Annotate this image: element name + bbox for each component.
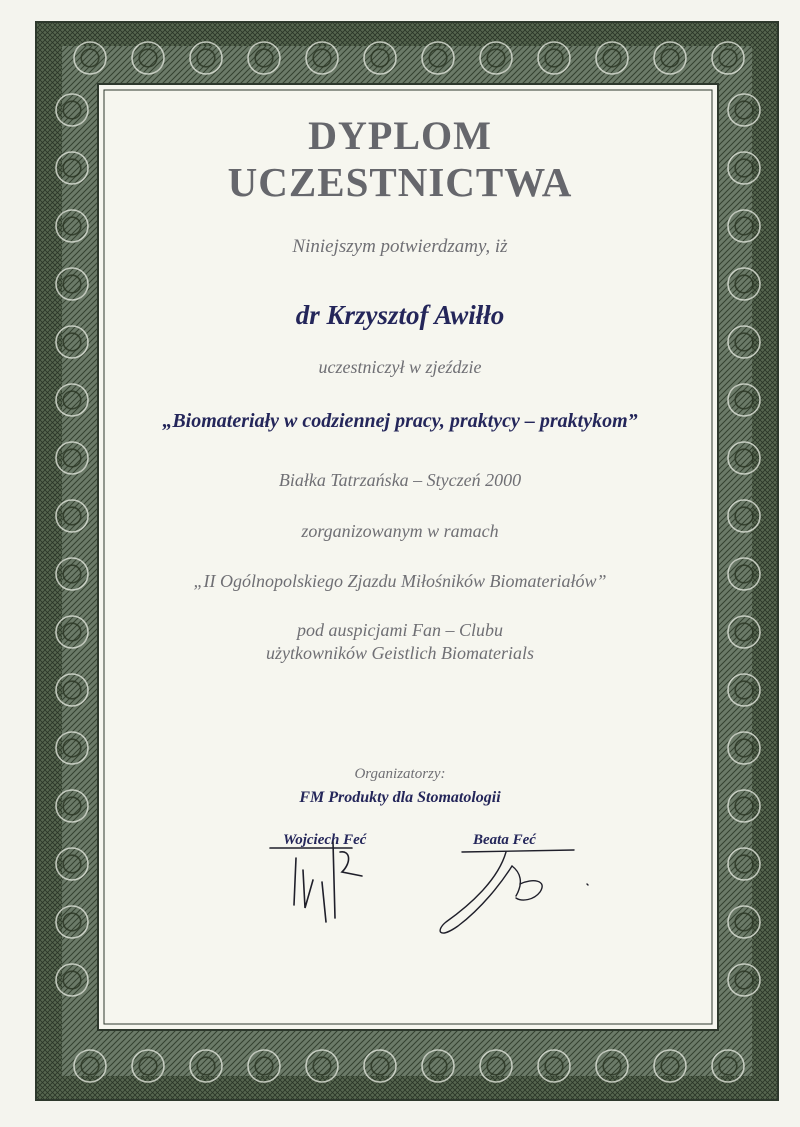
title-line-1: DYPLOM [308, 113, 492, 158]
signatory-2-name: Beata Feć [473, 832, 536, 848]
place-and-date: Białka Tatrzańska – Styczeń 2000 [278, 470, 522, 490]
organizers-label: Organizatorzy: [354, 766, 446, 782]
organized-within-text: zorganizowanym w ramach [301, 521, 499, 541]
signatory-1-name: Wojciech Feć [283, 832, 367, 848]
participation-text: uczestniczył w zjeździe [318, 357, 482, 377]
congress-name: „II Ogólnopolskiego Zjazdu Miłośników Biomateriałów” [193, 571, 607, 591]
organizer-company: FM Produkty dla Stomatologii [299, 789, 501, 806]
event-title: „Biomateriały w codziennej pracy, praktycy – praktykom” [162, 410, 638, 432]
signature-2 [440, 850, 588, 933]
auspices-line-2: użytkowników Geistlich Biomaterials [266, 643, 534, 663]
auspices-line-1: pod auspicjami Fan – Clubu [297, 620, 503, 640]
title-line-2: UCZESTNICTWA [227, 159, 573, 205]
confirmation-text: Niniejszym potwierdzamy, iż [292, 236, 508, 257]
recipient-name: dr Krzysztof Awiłło [295, 300, 505, 330]
signature-1 [270, 842, 362, 922]
